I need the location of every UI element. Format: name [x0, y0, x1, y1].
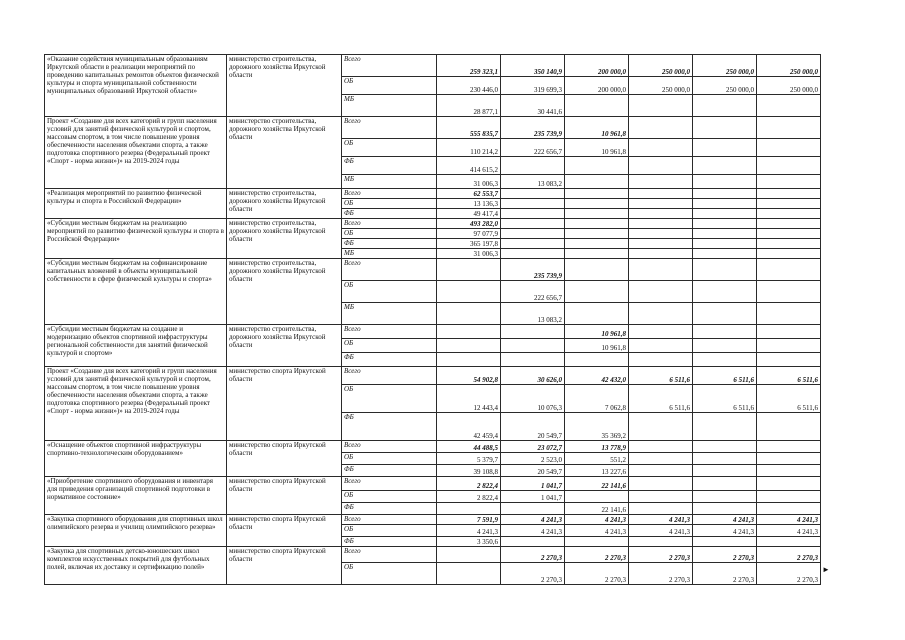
amount-cell: 12 443,4: [437, 385, 501, 413]
amount-cell: [629, 537, 693, 547]
amount-cell: 2 822,4: [437, 491, 501, 503]
amount-cell: 551,2: [565, 453, 629, 465]
amount-cell: [629, 325, 693, 339]
funding-source-cell: МБ: [342, 95, 437, 117]
amount-cell: [629, 189, 693, 199]
amount-cell: [629, 491, 693, 503]
amount-cell: [693, 209, 757, 219]
funding-source-cell: ОБ: [342, 139, 437, 157]
amount-cell: [693, 249, 757, 259]
funding-source-cell: МБ: [342, 249, 437, 259]
amount-cell: [757, 281, 821, 303]
amount-cell: 250 000,0: [629, 55, 693, 77]
event-name-cell: Проект «Создание для всех категорий и групп населения условий для занятий физической культурой и спортом, массовым спортом, в том числе повышение уровня обеспеченности населения объектами спорта, а также подготовка спортивного резерва (Федеральный проект «Спорт - норма жизни»)» на 2019-2024 годы: [45, 117, 227, 189]
amount-cell: [437, 563, 501, 585]
amount-cell: 1 041,7: [501, 477, 565, 491]
event-name-cell: «Субсидии местным бюджетам на создание и модернизацию объектов спортивной инфраструктуры региональной собственности для занятий физической культурой и спортом»: [45, 325, 227, 367]
funding-source-cell: ОБ: [342, 229, 437, 239]
amount-cell: [757, 229, 821, 239]
amount-cell: [757, 491, 821, 503]
event-name-cell: «Закупка для спортивных детско-юношеских школ комплектов искусственных покрытий для футбольных полей, включая их доставку и сертификацию полей»: [45, 547, 227, 585]
amount-cell: 319 699,3: [501, 77, 565, 95]
amount-cell: 2 270,3: [757, 563, 821, 585]
amount-cell: 13 136,3: [437, 199, 501, 209]
amount-cell: 10 961,8: [565, 339, 629, 353]
amount-cell: [437, 259, 501, 281]
responsible-executor-cell: министерство спорта Иркутской области: [227, 547, 342, 585]
amount-cell: 4 241,3: [757, 515, 821, 525]
amount-cell: 42 432,0: [565, 367, 629, 385]
amount-cell: [757, 325, 821, 339]
funding-source-cell: ФБ: [342, 537, 437, 547]
amount-cell: [693, 139, 757, 157]
amount-cell: [757, 503, 821, 515]
amount-cell: [501, 199, 565, 209]
amount-cell: 2 270,3: [565, 563, 629, 585]
amount-cell: [757, 209, 821, 219]
funding-source-cell: Всего: [342, 477, 437, 491]
amount-cell: [629, 175, 693, 189]
table-row: [45, 325, 821, 339]
amount-cell: [437, 353, 501, 367]
amount-cell: [629, 353, 693, 367]
amount-cell: [757, 413, 821, 441]
amount-cell: [693, 441, 757, 453]
amount-cell: [629, 157, 693, 175]
amount-cell: [757, 537, 821, 547]
amount-cell: [629, 219, 693, 229]
table-row: [45, 219, 821, 229]
amount-cell: [693, 537, 757, 547]
amount-cell: 10 961,8: [565, 139, 629, 157]
amount-cell: 42 459,4: [437, 413, 501, 441]
amount-cell: [693, 453, 757, 465]
amount-cell: 44 488,5: [437, 441, 501, 453]
amount-cell: 10 961,8: [565, 325, 629, 339]
amount-cell: 4 241,3: [693, 525, 757, 537]
amount-cell: 6 511,6: [629, 385, 693, 413]
amount-cell: [629, 117, 693, 139]
amount-cell: 54 902,8: [437, 367, 501, 385]
amount-cell: [501, 189, 565, 199]
continuation-arrow-icon: ►: [822, 565, 830, 574]
amount-cell: [565, 491, 629, 503]
amount-cell: 2 270,3: [757, 547, 821, 563]
amount-cell: [693, 303, 757, 325]
amount-cell: [501, 219, 565, 229]
amount-cell: [501, 249, 565, 259]
amount-cell: [437, 503, 501, 515]
funding-source-cell: Всего: [342, 325, 437, 339]
responsible-executor-cell: министерство строительства, дорожного хозяйства Иркутской области: [227, 259, 342, 325]
amount-cell: 5 379,7: [437, 453, 501, 465]
amount-cell: 250 000,0: [757, 77, 821, 95]
responsible-executor-cell: министерство строительства, дорожного хозяйства Иркутской области: [227, 325, 342, 367]
amount-cell: [693, 465, 757, 477]
amount-cell: [565, 199, 629, 209]
table-row: [45, 259, 821, 281]
amount-cell: 200 000,0: [565, 77, 629, 95]
amount-cell: 4 241,3: [501, 515, 565, 525]
amount-cell: [501, 339, 565, 353]
amount-cell: 250 000,0: [693, 55, 757, 77]
amount-cell: [629, 453, 693, 465]
amount-cell: 22 141,6: [565, 503, 629, 515]
amount-cell: [437, 339, 501, 353]
amount-cell: [629, 229, 693, 239]
amount-cell: [565, 281, 629, 303]
amount-cell: 4 241,3: [629, 525, 693, 537]
funding-source-cell: ОБ: [342, 563, 437, 585]
amount-cell: [629, 303, 693, 325]
amount-cell: [693, 281, 757, 303]
amount-cell: [693, 353, 757, 367]
amount-cell: [757, 339, 821, 353]
amount-cell: 6 511,6: [693, 367, 757, 385]
amount-cell: [629, 139, 693, 157]
amount-cell: 13 083,2: [501, 303, 565, 325]
amount-cell: [757, 157, 821, 175]
amount-cell: [629, 95, 693, 117]
amount-cell: [501, 239, 565, 249]
amount-cell: 31 006,3: [437, 175, 501, 189]
amount-cell: 2 523,0: [501, 453, 565, 465]
event-name-cell: «Субсидии местным бюджетам на софинансирование капитальных вложений в объекты муниципальной собственности в сфере физической культуры и спорта»: [45, 259, 227, 325]
funding-source-cell: ФБ: [342, 157, 437, 175]
amount-cell: [693, 199, 757, 209]
amount-cell: 4 241,3: [693, 515, 757, 525]
amount-cell: 250 000,0: [693, 77, 757, 95]
amount-cell: 2 270,3: [501, 547, 565, 563]
amount-cell: [437, 325, 501, 339]
funding-source-cell: Всего: [342, 117, 437, 139]
amount-cell: [565, 259, 629, 281]
amount-cell: [629, 199, 693, 209]
funding-source-cell: ОБ: [342, 491, 437, 503]
amount-cell: [693, 175, 757, 189]
event-name-cell: «Приобретение спортивного оборудования и инвентаря для приведения организаций спортивной подготовки в нормативное состояние»: [45, 477, 227, 515]
amount-cell: 6 511,6: [757, 385, 821, 413]
funding-source-cell: ОБ: [342, 525, 437, 537]
amount-cell: 13 778,9: [565, 441, 629, 453]
funding-source-cell: Всего: [342, 547, 437, 563]
funding-source-cell: ОБ: [342, 453, 437, 465]
amount-cell: 4 241,3: [437, 525, 501, 537]
amount-cell: 4 241,3: [629, 515, 693, 525]
amount-cell: [565, 249, 629, 259]
amount-cell: [565, 219, 629, 229]
amount-cell: [501, 537, 565, 547]
funding-source-cell: Всего: [342, 219, 437, 229]
amount-cell: 200 000,0: [565, 55, 629, 77]
amount-cell: 4 241,3: [565, 515, 629, 525]
event-name-cell: «Реализация мероприятий по развитию физической культуры и спорта в Российской Федерации»: [45, 189, 227, 219]
amount-cell: 6 511,6: [757, 367, 821, 385]
table-row: [45, 515, 821, 525]
amount-cell: [565, 229, 629, 239]
responsible-executor-cell: министерство спорта Иркутской области: [227, 477, 342, 515]
amount-cell: [629, 249, 693, 259]
amount-cell: [629, 413, 693, 441]
amount-cell: 4 241,3: [565, 525, 629, 537]
amount-cell: 20 549,7: [501, 465, 565, 477]
amount-cell: [501, 325, 565, 339]
amount-cell: [757, 453, 821, 465]
amount-cell: [757, 117, 821, 139]
funding-source-cell: ФБ: [342, 503, 437, 515]
amount-cell: [565, 209, 629, 219]
amount-cell: 2 270,3: [629, 547, 693, 563]
amount-cell: 10 961,8: [565, 117, 629, 139]
amount-cell: [565, 189, 629, 199]
amount-cell: 493 282,0: [437, 219, 501, 229]
responsible-executor-cell: министерство спорта Иркутской области: [227, 441, 342, 477]
amount-cell: [629, 477, 693, 491]
amount-cell: 13 227,6: [565, 465, 629, 477]
amount-cell: 28 877,1: [437, 95, 501, 117]
amount-cell: [501, 353, 565, 367]
amount-cell: [437, 547, 501, 563]
amount-cell: [693, 325, 757, 339]
amount-cell: 30 441,6: [501, 95, 565, 117]
funding-source-cell: ОБ: [342, 339, 437, 353]
funding-source-cell: ОБ: [342, 77, 437, 95]
amount-cell: [757, 477, 821, 491]
amount-cell: 22 141,6: [565, 477, 629, 491]
amount-cell: 7 591,9: [437, 515, 501, 525]
amount-cell: [757, 441, 821, 453]
amount-cell: [693, 95, 757, 117]
amount-cell: [501, 209, 565, 219]
funding-source-cell: ОБ: [342, 281, 437, 303]
amount-cell: [693, 491, 757, 503]
amount-cell: [693, 117, 757, 139]
funding-source-cell: Всего: [342, 515, 437, 525]
amount-cell: 222 656,7: [501, 139, 565, 157]
table-row: [45, 55, 821, 77]
amount-cell: [693, 477, 757, 491]
amount-cell: 250 000,0: [757, 55, 821, 77]
amount-cell: 2 270,3: [501, 563, 565, 585]
event-name-cell: «Субсидии местным бюджетам на реализацию мероприятий по развитию физической культуры и спорта в Российской Федерации»: [45, 219, 227, 259]
amount-cell: [757, 189, 821, 199]
funding-source-cell: МБ: [342, 303, 437, 325]
funding-source-cell: Всего: [342, 367, 437, 385]
funding-source-cell: Всего: [342, 189, 437, 199]
amount-cell: [565, 175, 629, 189]
funding-source-cell: МБ: [342, 175, 437, 189]
amount-cell: 350 140,9: [501, 55, 565, 77]
amount-cell: [757, 249, 821, 259]
amount-cell: [565, 353, 629, 367]
amount-cell: [693, 259, 757, 281]
funding-source-cell: ФБ: [342, 239, 437, 249]
amount-cell: 230 446,0: [437, 77, 501, 95]
table-row: [45, 189, 821, 199]
amount-cell: [629, 503, 693, 515]
responsible-executor-cell: министерство спорта Иркутской области: [227, 367, 342, 441]
amount-cell: 250 000,0: [629, 77, 693, 95]
amount-cell: 110 214,2: [437, 139, 501, 157]
funding-source-cell: ФБ: [342, 413, 437, 441]
amount-cell: 235 739,9: [501, 259, 565, 281]
amount-cell: 555 835,7: [437, 117, 501, 139]
amount-cell: [693, 157, 757, 175]
amount-cell: [757, 95, 821, 117]
amount-cell: 39 108,8: [437, 465, 501, 477]
amount-cell: [565, 537, 629, 547]
responsible-executor-cell: министерство строительства, дорожного хозяйства Иркутской области: [227, 117, 342, 189]
amount-cell: [629, 339, 693, 353]
table-row: [45, 367, 821, 385]
amount-cell: [757, 465, 821, 477]
amount-cell: [629, 259, 693, 281]
amount-cell: [693, 503, 757, 515]
amount-cell: 222 656,7: [501, 281, 565, 303]
amount-cell: [693, 239, 757, 249]
amount-cell: [757, 353, 821, 367]
amount-cell: [437, 281, 501, 303]
amount-cell: 13 083,2: [501, 175, 565, 189]
amount-cell: [757, 239, 821, 249]
amount-cell: [757, 175, 821, 189]
responsible-executor-cell: министерство строительства, дорожного хозяйства Иркутской области: [227, 189, 342, 219]
table-row: [45, 477, 821, 491]
amount-cell: 3 350,6: [437, 537, 501, 547]
amount-cell: 259 323,1: [437, 55, 501, 77]
amount-cell: 1 041,7: [501, 491, 565, 503]
amount-cell: 2 270,3: [693, 563, 757, 585]
amount-cell: [565, 303, 629, 325]
amount-cell: 2 270,3: [693, 547, 757, 563]
amount-cell: [565, 157, 629, 175]
funding-source-cell: Всего: [342, 441, 437, 453]
budget-table-body: [45, 55, 821, 585]
amount-cell: [693, 229, 757, 239]
amount-cell: 2 270,3: [565, 547, 629, 563]
event-name-cell: «Оснащение объектов спортивной инфраструктуры спортивно-технологическим оборудованием»: [45, 441, 227, 477]
amount-cell: [693, 189, 757, 199]
amount-cell: [629, 281, 693, 303]
amount-cell: [757, 139, 821, 157]
amount-cell: [629, 209, 693, 219]
amount-cell: [629, 239, 693, 249]
amount-cell: 414 615,2: [437, 157, 501, 175]
amount-cell: [565, 95, 629, 117]
amount-cell: 7 062,8: [565, 385, 629, 413]
amount-cell: 35 369,2: [565, 413, 629, 441]
amount-cell: 30 626,0: [501, 367, 565, 385]
amount-cell: [629, 465, 693, 477]
amount-cell: 2 822,4: [437, 477, 501, 491]
funding-source-cell: ФБ: [342, 353, 437, 367]
funding-source-cell: ОБ: [342, 199, 437, 209]
responsible-executor-cell: министерство строительства, дорожного хозяйства Иркутской области: [227, 55, 342, 117]
funding-source-cell: ФБ: [342, 209, 437, 219]
table-row: [45, 547, 821, 563]
amount-cell: 62 553,7: [437, 189, 501, 199]
event-name-cell: Проект «Создание для всех категорий и групп населения условий для занятий физической культурой и спортом, массовым спортом, в том числе повышение уровня обеспеченности населения объектами спорта, а также подготовка спортивного резерва (Федеральный проект «Спорт - норма жизни»)» на 2019-2024 годы: [45, 367, 227, 441]
event-name-cell: «Оказание содействия муниципальным образованиям Иркутской области в реализации мероприятий по проведению капитальных ремонтов объектов физической культуры и спорта муниципальной собственности муниципальных образований Иркутской области»: [45, 55, 227, 117]
amount-cell: [693, 219, 757, 229]
amount-cell: [693, 413, 757, 441]
table-row: [45, 441, 821, 453]
table-row: [45, 117, 821, 139]
budget-table: [44, 54, 821, 585]
amount-cell: [757, 259, 821, 281]
amount-cell: [437, 303, 501, 325]
amount-cell: 6 511,6: [693, 385, 757, 413]
amount-cell: 4 241,3: [757, 525, 821, 537]
amount-cell: 20 549,7: [501, 413, 565, 441]
amount-cell: 31 006,3: [437, 249, 501, 259]
event-name-cell: «Закупка спортивного оборудования для спортивных школ олимпийского резерва и училищ олимпийского резерва»: [45, 515, 227, 547]
amount-cell: 235 739,9: [501, 117, 565, 139]
amount-cell: 2 270,3: [629, 563, 693, 585]
amount-cell: 49 417,4: [437, 209, 501, 219]
amount-cell: 10 076,3: [501, 385, 565, 413]
amount-cell: [565, 239, 629, 249]
amount-cell: 4 241,3: [501, 525, 565, 537]
funding-source-cell: ОБ: [342, 385, 437, 413]
funding-source-cell: Всего: [342, 259, 437, 281]
amount-cell: [501, 503, 565, 515]
funding-source-cell: Всего: [342, 55, 437, 77]
amount-cell: 23 072,7: [501, 441, 565, 453]
amount-cell: [501, 229, 565, 239]
amount-cell: 6 511,6: [629, 367, 693, 385]
amount-cell: [501, 157, 565, 175]
amount-cell: [757, 219, 821, 229]
amount-cell: 365 197,8: [437, 239, 501, 249]
responsible-executor-cell: министерство спорта Иркутской области: [227, 515, 342, 547]
amount-cell: [693, 339, 757, 353]
amount-cell: [757, 303, 821, 325]
responsible-executor-cell: министерство строительства, дорожного хозяйства Иркутской области: [227, 219, 342, 259]
amount-cell: [629, 441, 693, 453]
amount-cell: 97 077,9: [437, 229, 501, 239]
funding-source-cell: ФБ: [342, 465, 437, 477]
amount-cell: [757, 199, 821, 209]
